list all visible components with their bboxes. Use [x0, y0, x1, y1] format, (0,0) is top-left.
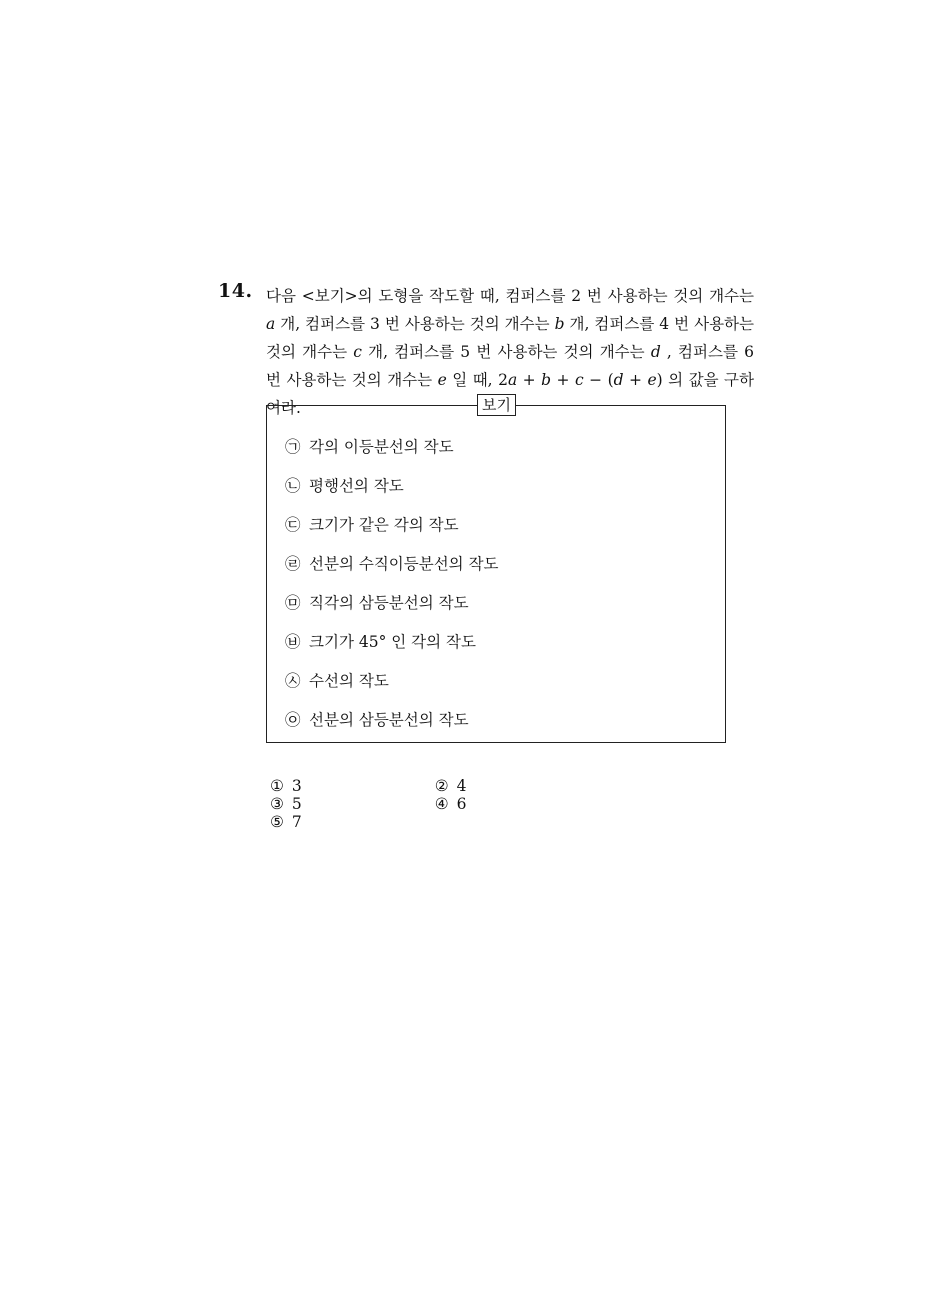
- item-mark: ㉠: [285, 438, 301, 456]
- item-mark: ㉣: [285, 555, 301, 573]
- item-text: 평행선의 작도: [309, 477, 404, 495]
- bogi-item: [285, 670, 499, 709]
- bogi-box: [266, 396, 726, 743]
- item-text: 선분의 수직이등분선의 작도: [309, 555, 499, 573]
- choice-5[interactable]: [270, 813, 366, 831]
- bogi-list: [285, 436, 499, 748]
- bogi-item: [285, 592, 499, 631]
- choice-1[interactable]: [270, 777, 366, 795]
- answer-choices: [270, 777, 758, 831]
- choice-value: 5: [291, 795, 302, 813]
- item-mark: ㉢: [285, 516, 301, 534]
- choice-value: 7: [291, 813, 302, 831]
- bogi-item: [285, 514, 499, 553]
- choice-value: 3: [291, 777, 302, 795]
- item-text: 직각의 삼등분선의 작도: [309, 594, 469, 612]
- bogi-item: [285, 436, 499, 475]
- item-text: 크기가 45° 인 각의 작도: [309, 633, 476, 651]
- bogi-item: [285, 475, 499, 514]
- choice-mark: ②: [434, 777, 449, 795]
- item-mark: ㉤: [285, 594, 301, 612]
- choice-mark: ③: [270, 795, 284, 813]
- item-text: 선분의 삼등분선의 작도: [309, 711, 469, 729]
- item-mark: ㉦: [285, 672, 301, 690]
- item-text: 각의 이등분선의 작도: [309, 438, 454, 456]
- item-text: 수선의 작도: [309, 672, 389, 690]
- question-text: 다음 <보기>의 도형을 작도할 때, 컴퍼스를 2 번 사용하는 것의 개수는 a 개, 컴퍼스를 3 번 사용하는 것의 개수는 b 개, 컴퍼스를 4 번 사용하는 것의 개수는 c 개, 컴퍼스를 5 번 사용하는 것의 개수는 d , 컴퍼스를 6 번 사용하는 것의 개수는 e 일 때, 2a + b + c − (d + e) 의 값을 구하여라.: [266, 287, 754, 417]
- choice-mark: ⑤: [270, 813, 284, 831]
- item-mark: ㉥: [285, 633, 301, 651]
- choice-value: 4: [456, 777, 467, 795]
- bogi-item: [285, 709, 499, 748]
- bogi-title: 보기: [477, 394, 516, 416]
- item-mark: ㉡: [285, 477, 301, 495]
- choice-3[interactable]: [270, 795, 366, 813]
- bogi-item: [285, 553, 499, 592]
- choice-value: 6: [456, 795, 467, 813]
- choice-2[interactable]: [435, 777, 531, 795]
- item-mark: ㉧: [285, 711, 301, 729]
- item-text: 크기가 같은 각의 작도: [309, 516, 459, 534]
- choice-4[interactable]: [435, 795, 531, 813]
- bogi-item: [285, 631, 499, 670]
- choice-mark: ①: [270, 777, 284, 795]
- question-number: 14.: [218, 280, 253, 302]
- choice-mark: ④: [434, 795, 449, 813]
